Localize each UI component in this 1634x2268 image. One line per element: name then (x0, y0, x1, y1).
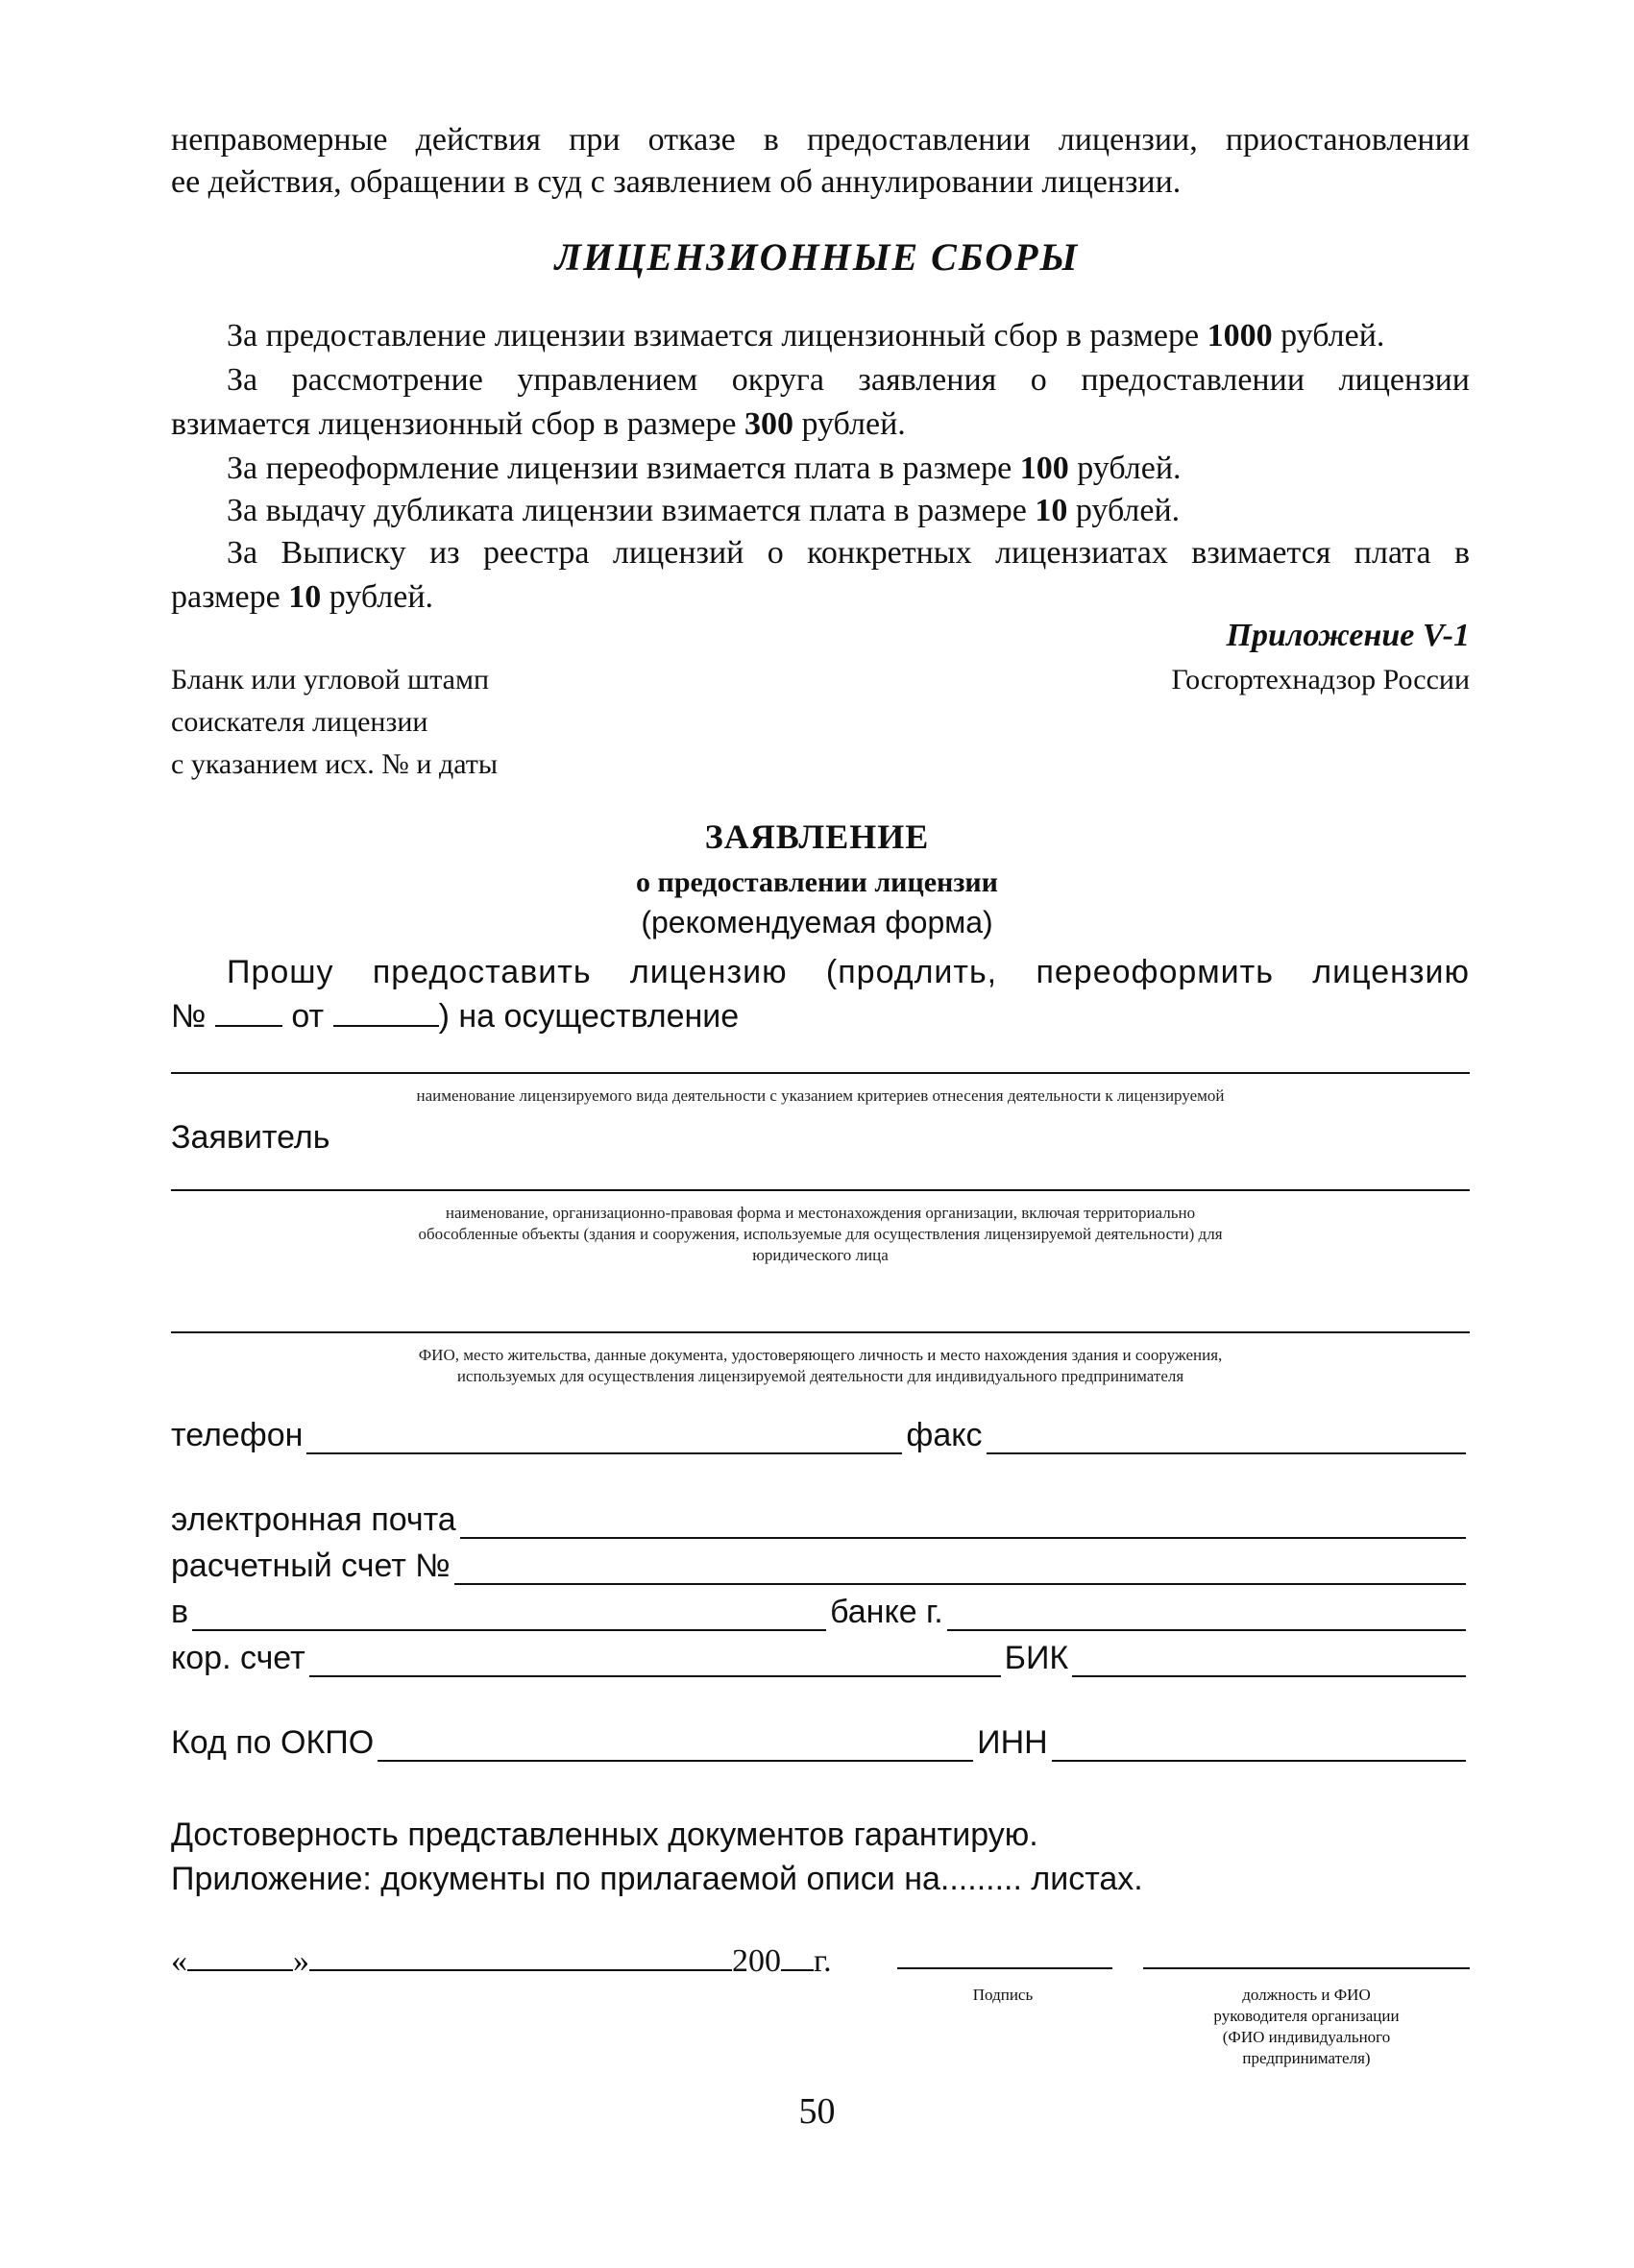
fee-amount: 10 (1035, 493, 1068, 528)
fee-amount: 1000 (1207, 318, 1273, 354)
account-label: расчетный счет № (171, 1548, 451, 1584)
fee-text: рублей. (1272, 318, 1385, 354)
fee-text: За выдачу дубликата лицензии взимается плата в размере (227, 493, 1036, 528)
email-field[interactable] (460, 1508, 1466, 1539)
fee-paragraph-2-line-1: За рассмотрение управлением округа заявления о предоставлении лицензии (227, 362, 1470, 398)
application-title: ЗАЯВЛЕНИЕ (704, 817, 930, 856)
bank-city-field[interactable] (947, 1600, 1466, 1631)
license-number-field[interactable] (215, 1000, 282, 1027)
corr-account-label: кор. счет (171, 1640, 305, 1676)
inn-label: ИНН (977, 1724, 1048, 1761)
organization-caption-line-1: наименование, организационно-правовая форма и местонахождения организации, включая территориально (445, 1204, 1196, 1222)
position-caption-line-1: должность и ФИО (1242, 1986, 1371, 2004)
organization-field[interactable] (171, 1189, 1470, 1191)
activity-field[interactable] (171, 1072, 1470, 1074)
request-line-1: Прошу предоставить лицензию (продлить, переоформить лицензию (227, 954, 1470, 990)
fee-text: За переоформление лицензии взимается плата в размере (227, 451, 1020, 486)
number-sign: № (171, 998, 207, 1035)
fee-text: размере (171, 579, 289, 615)
fees-heading: ЛИЦЕНЗИОННЫЕ СБОРЫ (554, 235, 1080, 279)
organization-caption-line-3: юридического лица (752, 1246, 889, 1264)
form-note: (рекомендуемая форма) (641, 905, 993, 939)
okpo-label: Код по ОКПО (171, 1724, 375, 1761)
date-row (171, 1940, 832, 1983)
okpo-field[interactable] (378, 1731, 973, 1762)
page-number: 50 (798, 2091, 836, 2132)
position-caption-line-3: (ФИО индивидуального (1222, 2028, 1391, 2046)
entrepreneur-caption-line-2: используемых для осуществления лицензируемой деятельности для индивидуального предпринимателя (456, 1367, 1184, 1385)
fee-text: взимается лицензионный сбор в размере (171, 406, 744, 442)
license-date-field[interactable] (333, 1000, 439, 1027)
inn-field[interactable] (1052, 1731, 1466, 1762)
phone-field[interactable] (306, 1424, 902, 1454)
stamp-line-1: Бланк или угловой штамп (171, 664, 490, 695)
position-caption-line-4: предпринимателя) (1242, 2049, 1371, 2067)
bank-name-field[interactable] (192, 1600, 826, 1631)
appendix-label: Приложение V-1 (1226, 618, 1470, 653)
bank-city-label: банке г. (830, 1594, 943, 1630)
request-line-2 (171, 995, 739, 1037)
fee-text: За предоставление лицензии взимается лицензионный сбор в размере (227, 318, 1207, 354)
email-row (171, 1500, 1470, 1539)
bik-label: БИК (1004, 1640, 1069, 1676)
entrepreneur-caption-line-1: ФИО, место жительства, данные документа, удостоверяющего личность и место нахождения здания и сооружения, (418, 1346, 1223, 1364)
day-field[interactable] (187, 1944, 293, 1971)
application-subtitle: о предоставлении лицензии (636, 866, 998, 898)
organization-caption-line-2: обособленные объекты (здания и сооружения, используемые для осуществления лицензируемой деятельности) для (418, 1225, 1223, 1243)
fee-paragraph-1 (227, 315, 1384, 357)
account-field[interactable] (454, 1554, 1466, 1585)
bik-field[interactable] (1072, 1646, 1466, 1677)
request-end: ) на осуществление (438, 998, 740, 1035)
phone-fax-row (171, 1416, 1470, 1454)
fee-amount: 10 (288, 579, 322, 615)
signature-field[interactable] (897, 1967, 1112, 1969)
corr-account-field[interactable] (309, 1646, 1001, 1677)
year-field[interactable] (781, 1944, 814, 1971)
fee-paragraph-4 (227, 490, 1180, 532)
fee-paragraph-5-line-2 (171, 576, 433, 619)
fee-paragraph-3 (227, 448, 1182, 490)
fax-field[interactable] (987, 1424, 1466, 1454)
entrepreneur-field[interactable] (171, 1331, 1470, 1333)
fax-label: факс (906, 1417, 983, 1453)
month-field[interactable] (309, 1944, 732, 1971)
year-suffix: г. (814, 1943, 832, 1979)
attachment-text: Приложение: документы по прилагаемой описи на......... листах. (171, 1861, 1143, 1897)
guarantee-text: Достоверность представленных документов гарантирую. (171, 1817, 1038, 1853)
activity-caption: наименование лицензируемого вида деятельности с указанием критериев отнесения деятельности к лицензируемой (416, 1086, 1225, 1105)
stamp-line-3: с указанием исх. № и даты (171, 748, 499, 780)
position-name-field[interactable] (1143, 1967, 1470, 1969)
stamp-line-2: соискателя лицензии (171, 706, 428, 738)
applicant-label: Заявитель (171, 1119, 330, 1156)
in-label: в (171, 1594, 189, 1630)
fee-text: рублей. (1068, 451, 1182, 486)
fee-paragraph-2-line-2 (171, 403, 906, 446)
intro-line-1: неправомерные действия при отказе в предоставлении лицензии, приостановлении (171, 122, 1470, 158)
fee-text: рублей. (321, 579, 434, 615)
from-label: от (291, 998, 325, 1035)
email-label: электронная почта (171, 1501, 456, 1538)
year-prefix: 200 (732, 1943, 781, 1979)
okpo-inn-row (171, 1723, 1470, 1762)
account-row (171, 1547, 1470, 1585)
quote-open: « (171, 1943, 187, 1979)
signature-caption: Подпись (972, 1986, 1034, 2004)
phone-label: телефон (171, 1417, 304, 1453)
addressee: Госгортехнадзор России (1171, 664, 1470, 695)
position-caption-line-2: руководителя организации (1213, 2007, 1400, 2025)
bank-row (171, 1593, 1470, 1631)
fee-amount: 100 (1019, 451, 1069, 486)
fee-text: рублей. (793, 406, 906, 442)
corr-bik-row (171, 1639, 1470, 1677)
quote-close: » (293, 1943, 309, 1979)
fee-text: рублей. (1067, 493, 1181, 528)
fee-amount: 300 (744, 406, 793, 442)
fee-paragraph-5-line-1: За Выписку из реестра лицензий о конкретных лицензиатах взимается плата в (227, 535, 1470, 571)
intro-line-2: ее действия, обращении в суд с заявлением об аннулировании лицензии. (171, 164, 1182, 200)
